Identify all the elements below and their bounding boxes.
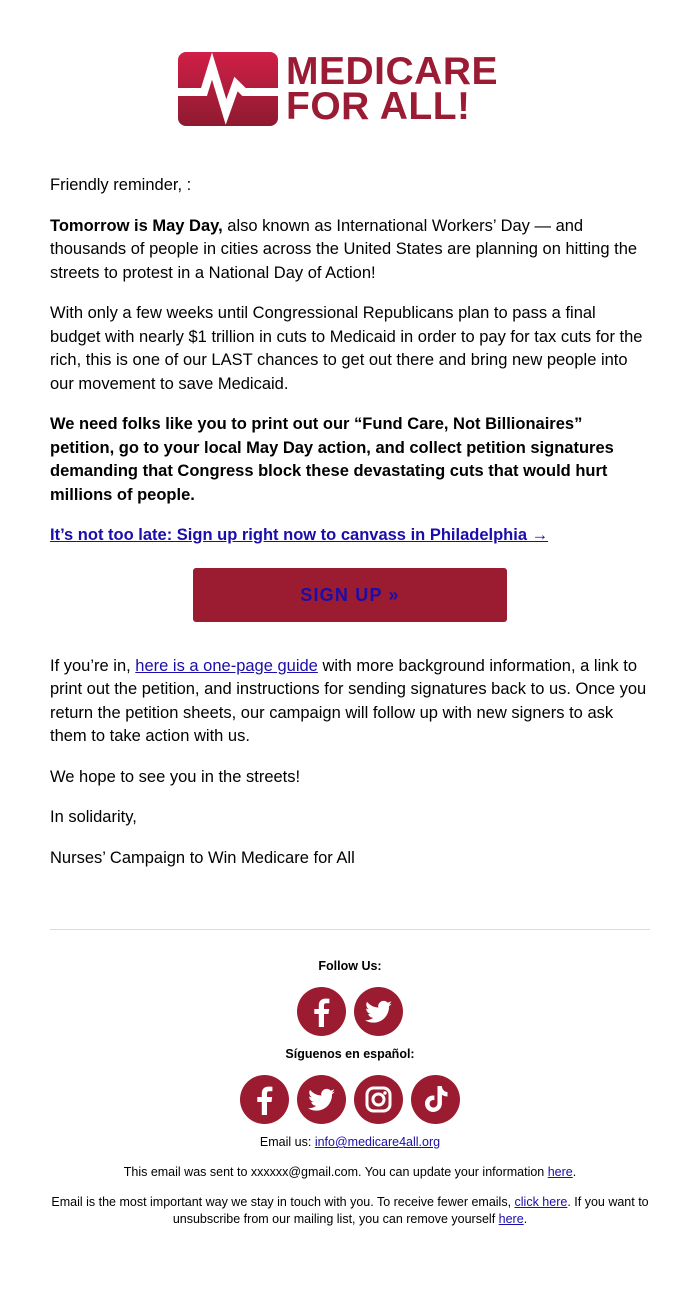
greeting: Friendly reminder, : xyxy=(50,176,192,194)
email-us-line xyxy=(50,1134,650,1151)
tiktok-icon[interactable] xyxy=(411,1075,460,1124)
follow-us-heading: Follow Us: xyxy=(318,959,382,973)
spanish-heading: Síguenos en español: xyxy=(285,1047,415,1061)
pref-middle: . If you want to unsubscribe from our mailing list, you can remove yourself xyxy=(172,1195,649,1226)
spanish-icons xyxy=(50,1075,650,1124)
closing: In solidarity, xyxy=(50,808,137,826)
logo-line1: MEDICARE xyxy=(286,50,499,93)
paragraph-cta xyxy=(50,524,650,548)
fewer-emails-link[interactable]: click here xyxy=(514,1195,568,1209)
sent-to-line xyxy=(50,1164,650,1181)
footer xyxy=(50,958,650,1228)
instagram-icon[interactable] xyxy=(354,1075,403,1124)
twitter-icon[interactable] xyxy=(354,987,403,1036)
sign-up-button[interactable]: SIGN UP » xyxy=(193,568,507,622)
may-day-text: also known as International Workers’ Day — and thousands of people in cities across the United States are planning on hitting the streets to protest in a National Day of Action! xyxy=(50,216,638,282)
paragraph-petition xyxy=(50,413,650,507)
pref-prefix: Email is the most important way we stay in touch with you. To receive fewer emails, xyxy=(51,1195,515,1209)
petition-bold: We need folks like you to print out our “Fund Care, Not Billionaires” petition, go to your local May Day action, and collect petition signatures demanding that Congress block these devastating cuts that would hurt millions of people. xyxy=(50,415,614,504)
button-row xyxy=(50,568,650,622)
footer-divider xyxy=(50,929,650,930)
facebook-icon[interactable] xyxy=(297,987,346,1036)
email-prefix: Email us: xyxy=(259,1135,315,1149)
logo-line2: FOR ALL! xyxy=(286,85,471,128)
logo-wordmark xyxy=(286,50,499,128)
paragraph-budget: With only a few weeks until Congressional Republicans plan to pass a final budget with nearly $1 trillion in cuts to Medicaid in order to pay for tax cuts for the rich, this is one of our LAST chances to get out there and bring new people into our movement to save Medicaid. xyxy=(50,304,643,393)
one-page-guide-link[interactable]: here is a one-page guide xyxy=(135,656,318,675)
twitter-icon[interactable] xyxy=(297,1075,346,1124)
paragraph-guide xyxy=(50,655,650,749)
canvass-signup-link[interactable]: It’s not too late: Sign up right now to canvass in Philadelphia → xyxy=(50,526,549,544)
facebook-icon[interactable] xyxy=(240,1075,289,1124)
sent-suffix: . xyxy=(572,1165,577,1179)
unsubscribe-link[interactable]: here xyxy=(498,1212,524,1226)
update-info-link[interactable]: here xyxy=(547,1165,573,1179)
guide-prefix: If you’re in, xyxy=(50,656,136,675)
sent-prefix: This email was sent to xxxxxx@gmail.com. You can update your information xyxy=(123,1165,548,1179)
email-body xyxy=(50,174,650,887)
medicare-for-all-logo[interactable] xyxy=(178,52,523,126)
preferences-line xyxy=(50,1194,650,1228)
follow-icons xyxy=(50,987,650,1036)
contact-email-link[interactable]: info@medicare4all.org xyxy=(314,1135,441,1149)
heartbeat-logo-icon xyxy=(178,52,278,126)
paragraph-streets: We hope to see you in the streets! xyxy=(50,767,301,786)
paragraph-may-day xyxy=(50,215,650,286)
signature: Nurses’ Campaign to Win Medicare for All xyxy=(50,848,355,867)
may-day-bold: Tomorrow is May Day, xyxy=(50,216,223,235)
guide-suffix: with more background information, a link to print out the petition, and instructions for sending signatures back to us. Once you return the petition sheets, our campaign will follow up with new signers to ask them to take action with us. xyxy=(50,656,647,745)
pref-suffix: . xyxy=(523,1212,528,1226)
